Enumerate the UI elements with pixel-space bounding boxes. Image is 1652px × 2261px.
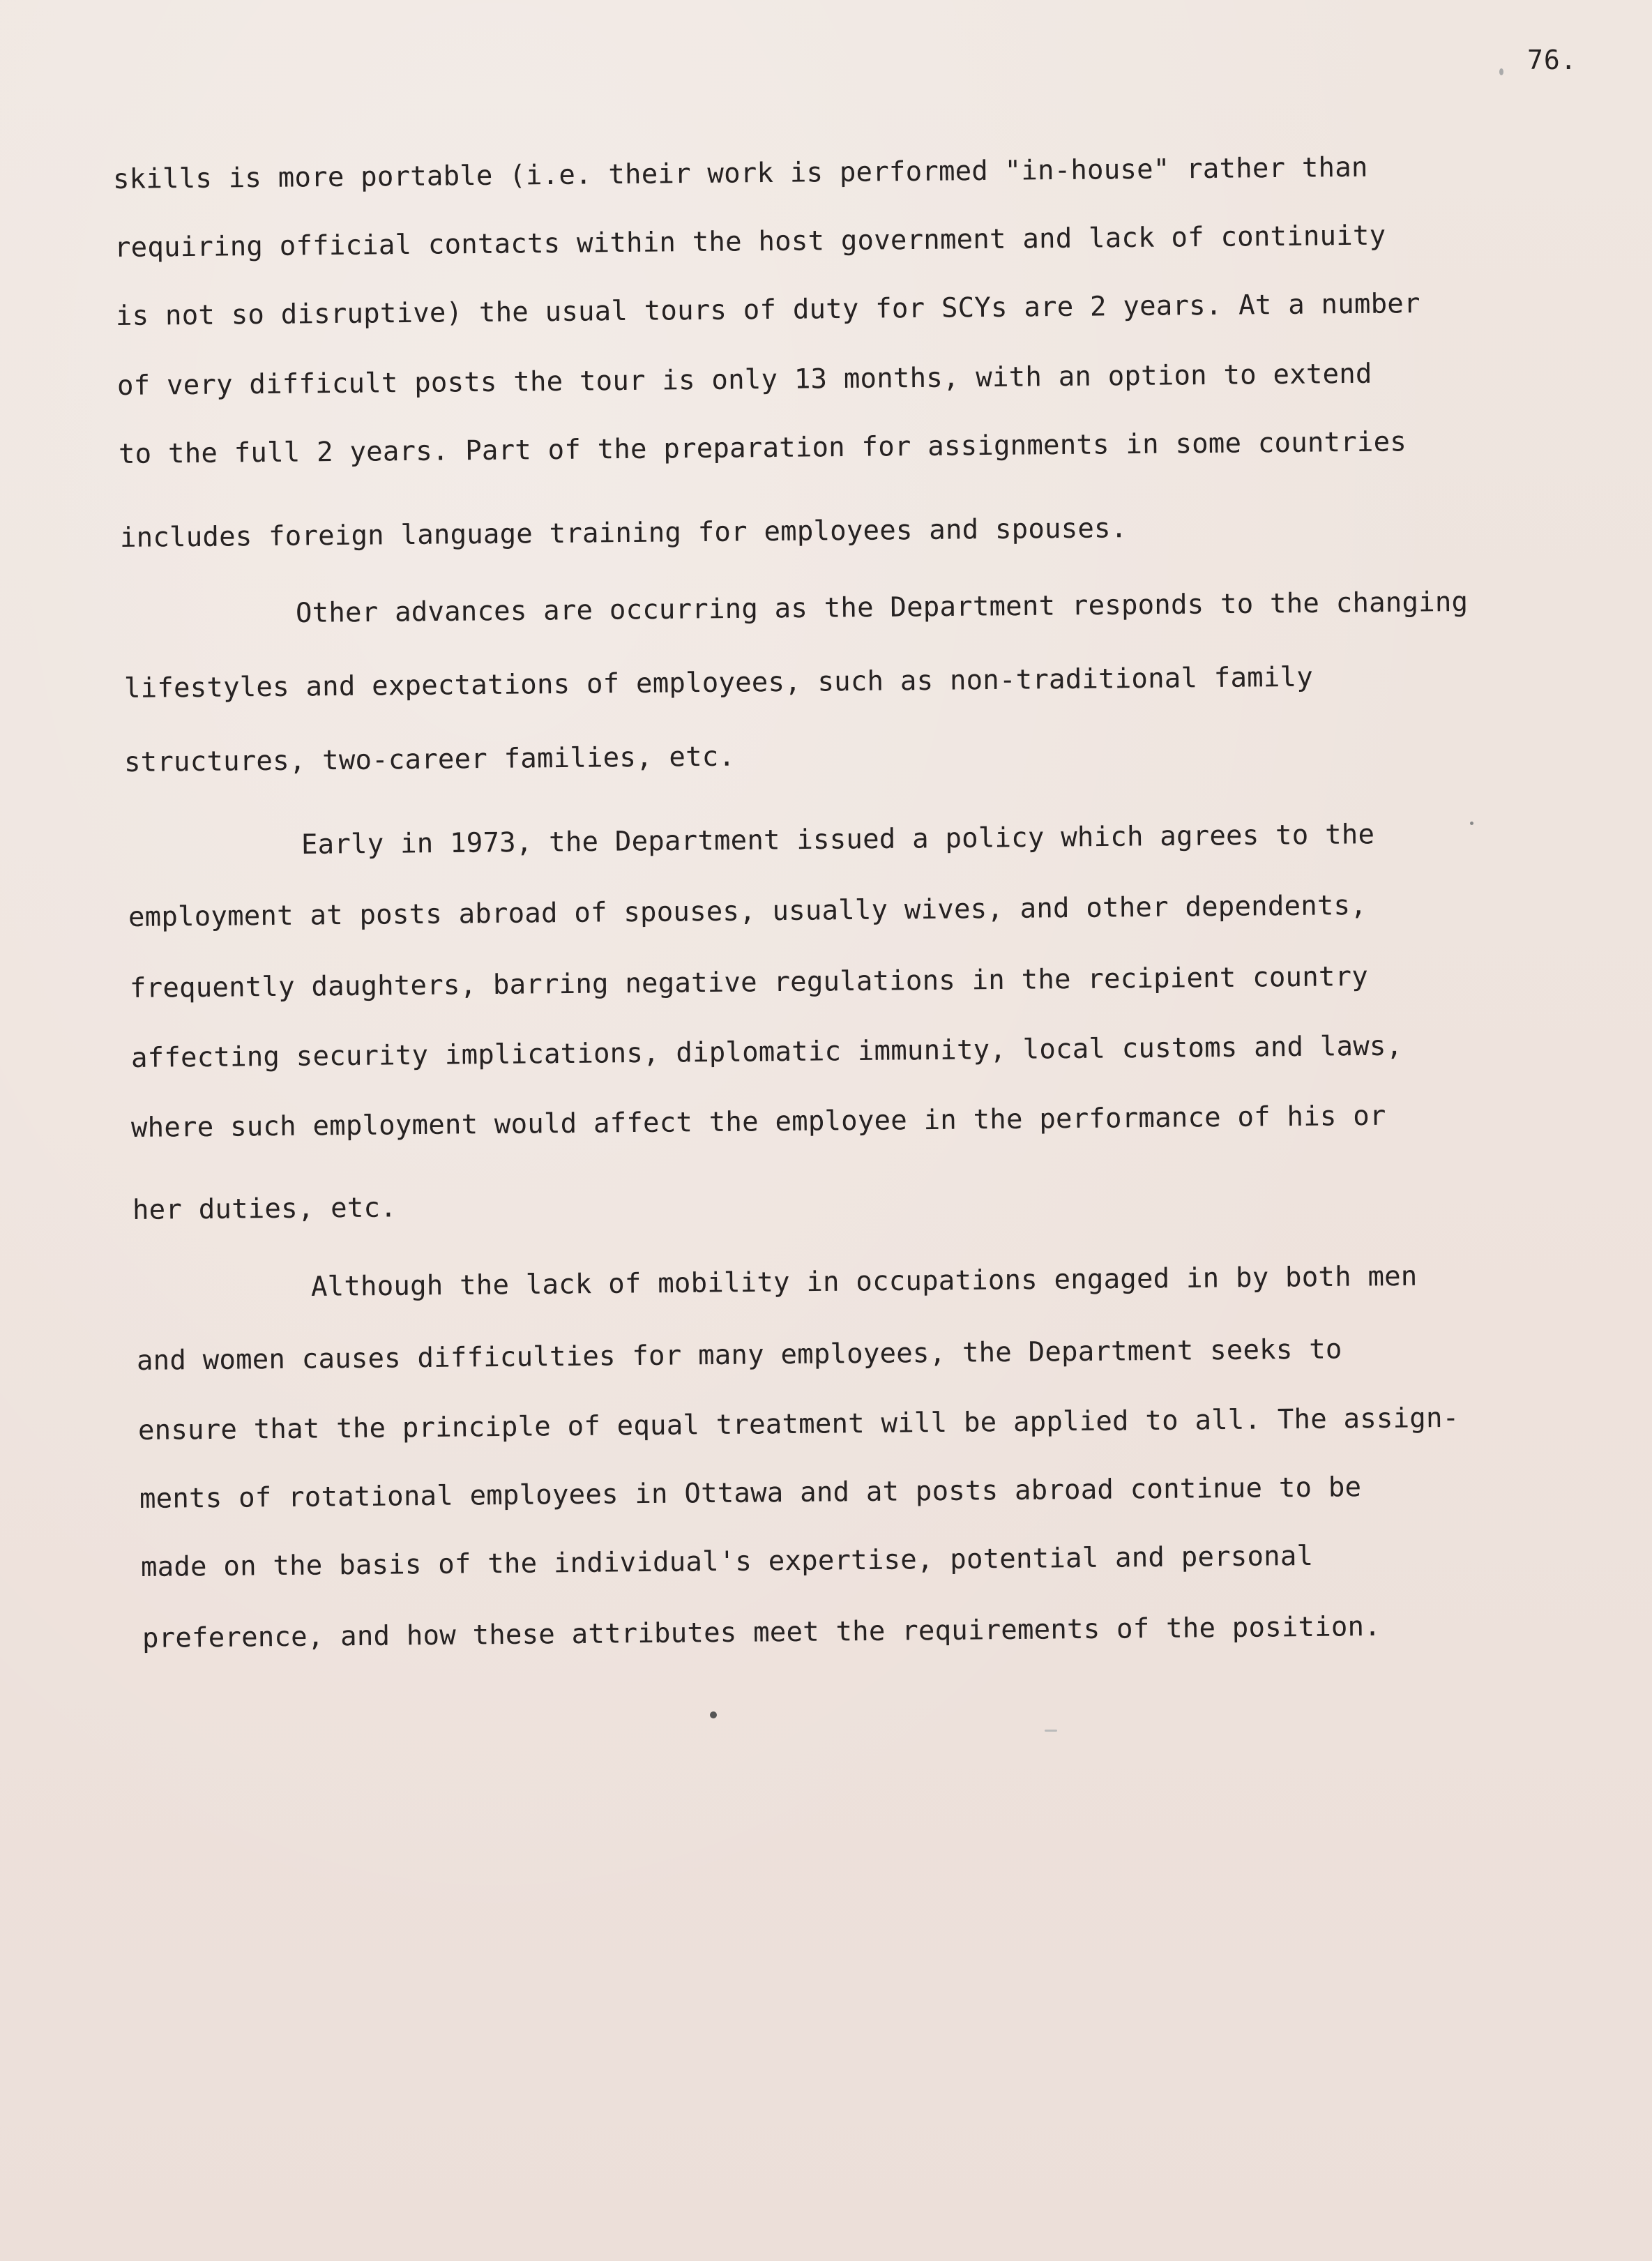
paragraph-4-line-6: preference, and how these attributes meet the requirements of the position. xyxy=(142,1610,1381,1654)
paper-speck xyxy=(710,1711,717,1718)
paragraph-3-line-3: frequently daughters, barring negative regulations in the recipient country xyxy=(129,960,1369,1004)
paragraph-4-line-2: and women causes difficulties for many employees, the Department seeks to xyxy=(136,1333,1342,1377)
paragraph-3-line-6: her duties, etc. xyxy=(132,1192,397,1226)
paragraph-4-line-3: ensure that the principle of equal treatment will be applied to all. The assign- xyxy=(137,1402,1460,1446)
paragraph-3-line-5: where such employment would affect the employee in the performance of his or xyxy=(130,1100,1386,1144)
paragraph-1-line-2: requiring official contacts within the host government and lack of continuity xyxy=(114,220,1386,264)
paper-speck xyxy=(1045,1730,1057,1732)
page-number: 76. xyxy=(1527,45,1577,75)
paragraph-3-line-2: employment at posts abroad of spouses, usually wives, and other dependents, xyxy=(128,889,1367,933)
paragraph-4-line-4: ments of rotational employees in Ottawa and at posts abroad continue to be xyxy=(139,1472,1362,1515)
paragraph-2-line-3: structures, two-career families, etc. xyxy=(123,741,736,778)
paper-speck xyxy=(1470,822,1473,825)
paragraph-1-line-4: of very difficult posts the tour is only 13 months, with an option to extend xyxy=(116,358,1372,402)
paragraph-3-line-4: affecting security implications, diplomatic immunity, local customs and laws, xyxy=(130,1030,1403,1074)
paragraph-4-line-1: Although the lack of mobility in occupations engaged in by both men xyxy=(310,1260,1418,1303)
paragraph-3-line-1: Early in 1973, the Department issued a policy which agrees to the xyxy=(301,819,1375,861)
paragraph-2-line-2: lifestyles and expectations of employees, such as non-traditional family xyxy=(123,661,1314,704)
paragraph-1-line-3: is not so disruptive) the usual tours of duty for SCYs are 2 years. At a number xyxy=(115,288,1420,332)
paper-speck xyxy=(1499,68,1503,75)
paragraph-1-line-5: to the full 2 years. Part of the preparation for assignments in some countries xyxy=(118,426,1407,470)
paragraph-2-line-1: Other advances are occurring as the Department responds to the changing xyxy=(295,586,1469,629)
paragraph-1-line-1: skills is more portable (i.e. their work is performed "in-house" rather than xyxy=(112,151,1368,195)
paragraph-4-line-5: made on the basis of the individual's expertise, potential and personal xyxy=(140,1540,1314,1583)
paragraph-1-line-6: includes foreign language training for employees and spouses. xyxy=(119,513,1128,554)
